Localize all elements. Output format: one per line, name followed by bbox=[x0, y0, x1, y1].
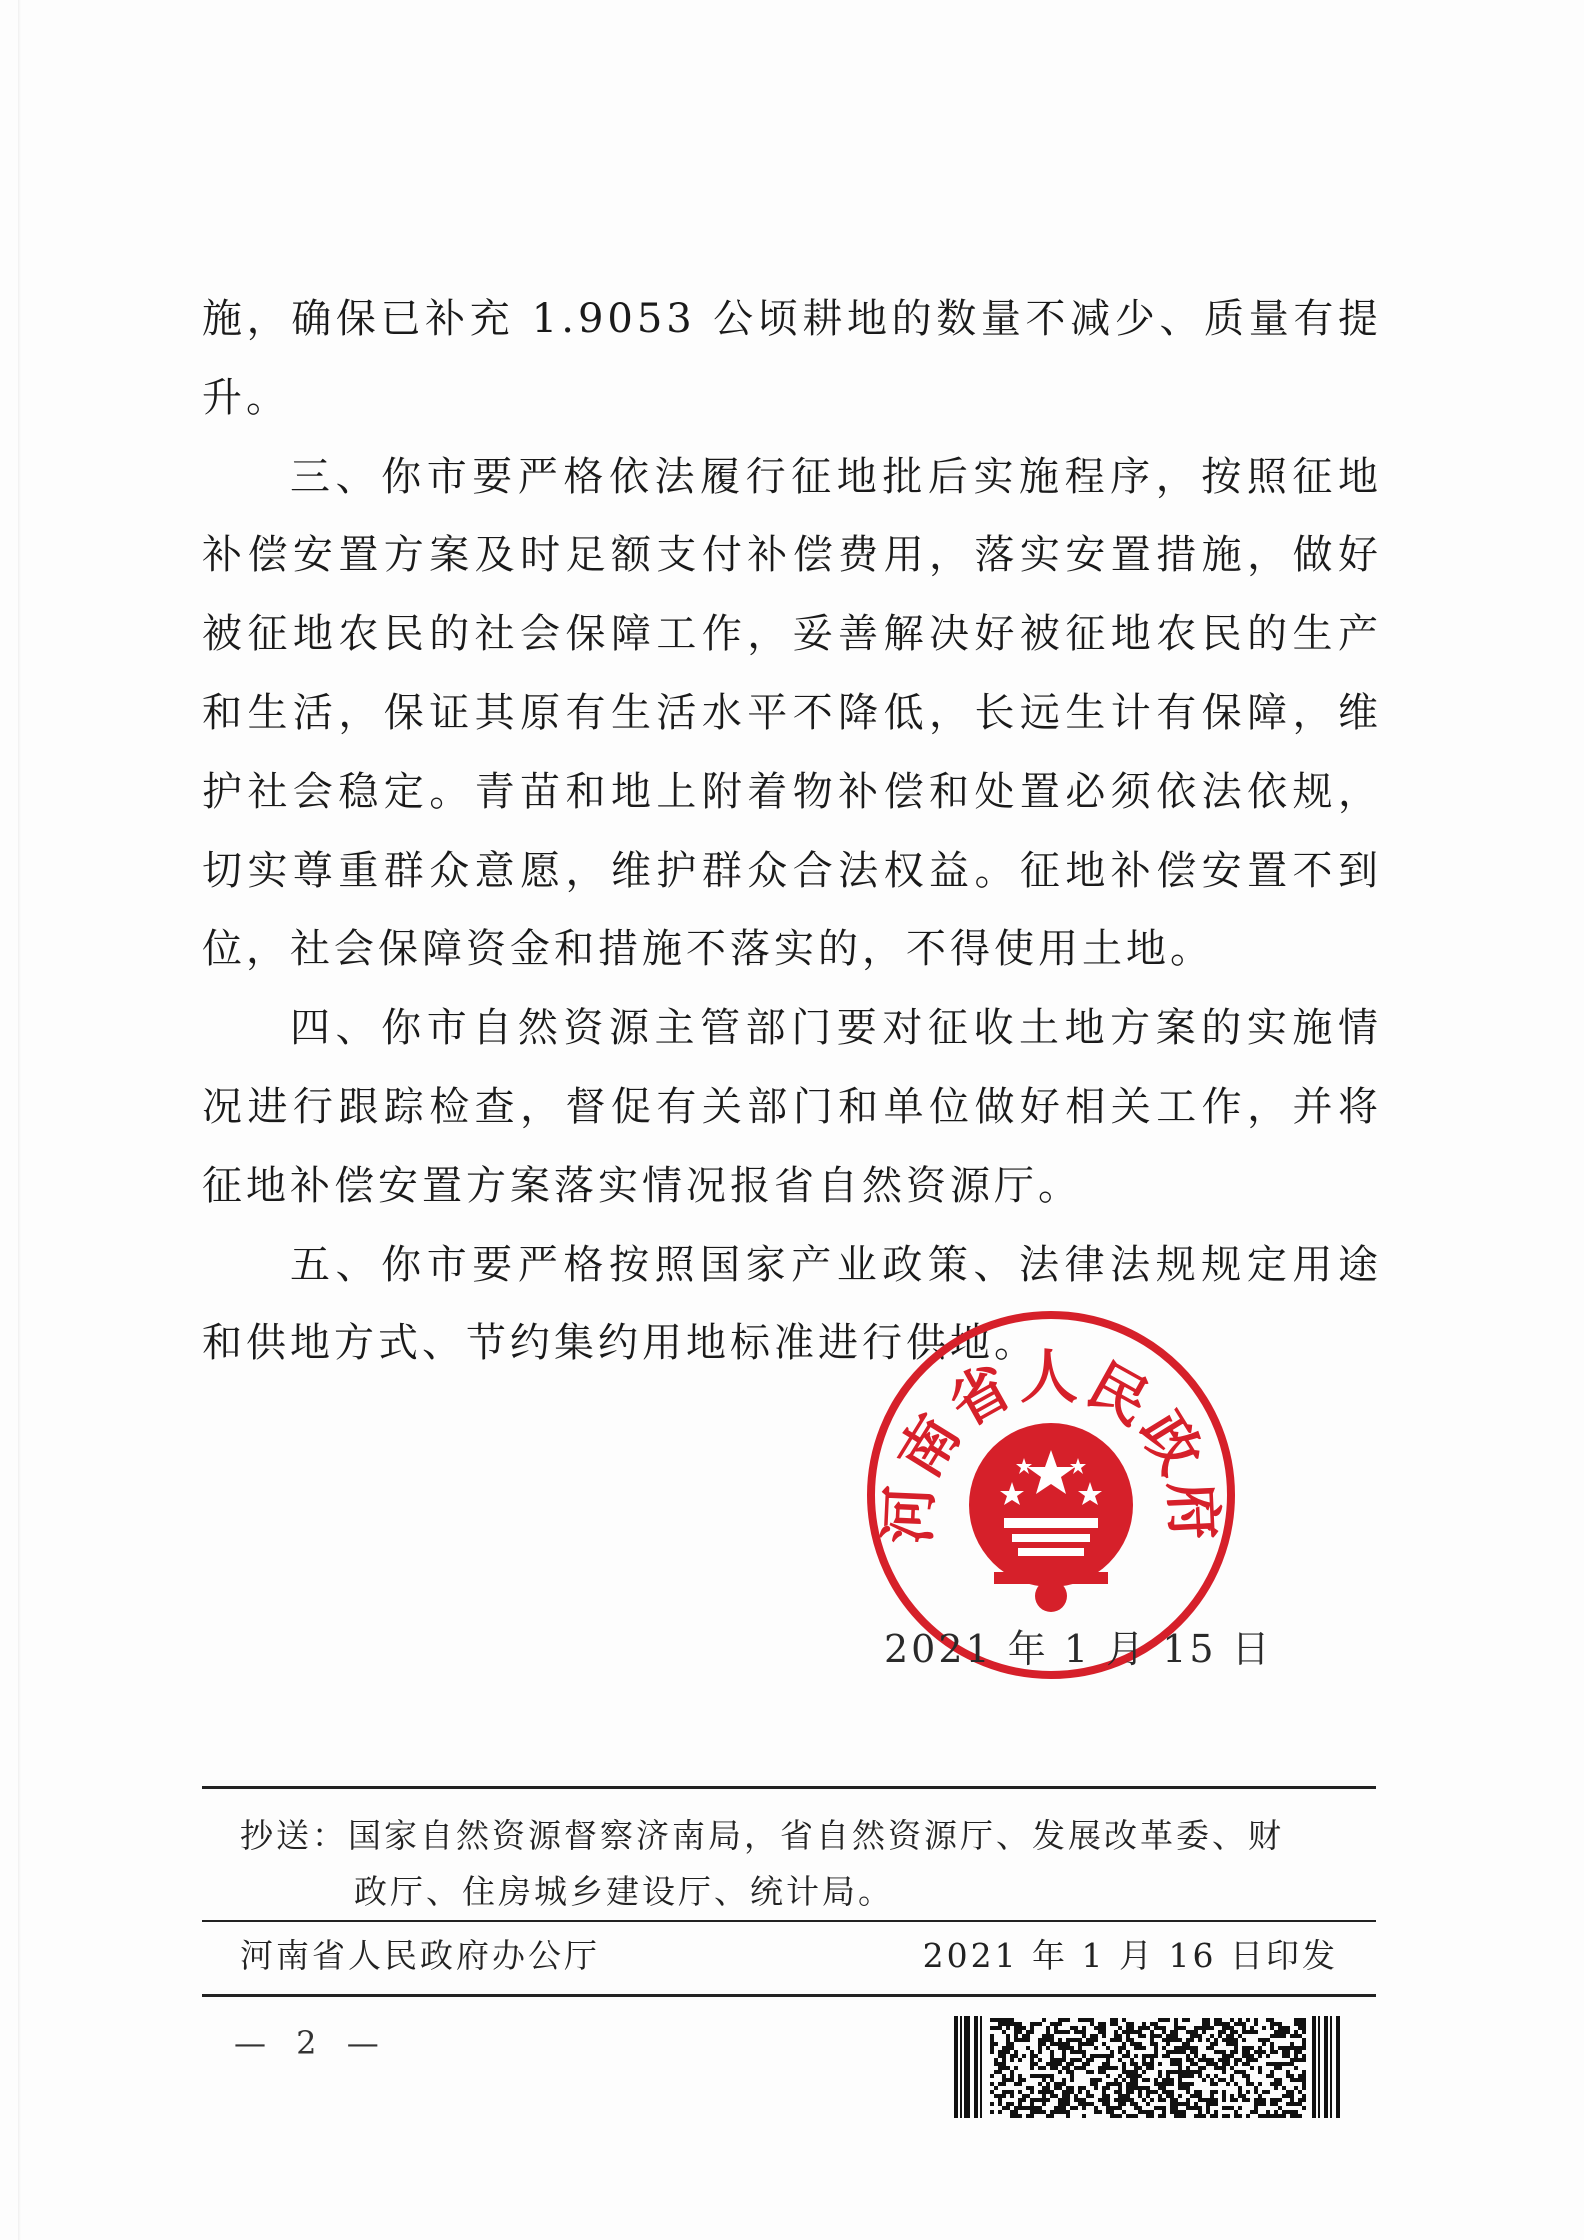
cc-bottom-rule bbox=[202, 1920, 1376, 1922]
issue-date: 2021 年 1 月 16 日印发 bbox=[922, 1936, 1338, 1975]
issuing-office: 河南省人民政府办公厅 bbox=[240, 1936, 600, 1975]
svg-text:河南省人民政府: 河南省人民政府 bbox=[873, 1343, 1229, 1546]
paragraph-item-five: 五、你市要严格按照国家产业政策、法律法规规定用途和供地方式、节约集约用地标准进行供地。 bbox=[202, 1241, 1382, 1367]
page-number: — 2 — bbox=[234, 2024, 389, 2062]
cc-block bbox=[240, 1808, 1350, 1920]
paragraph-item-four: 四、你市自然资源主管部门要对征收土地方案的实施情况进行跟踪检查，督促有关部门和单位做好相关工作，并将征地补偿安置方案落实情况报省自然资源厅。 bbox=[202, 1005, 1382, 1209]
paragraph-item-three: 三、你市要严格依法履行征地批后实施程序，按照征地补偿安置方案及时足额支付补偿费用，落实安置措施，做好被征地农民的社会保障工作，妥善解决好被征地农民的生产和生活，保证其原有生活水平不降低，长远生计有保障，维护社会稳定。青苗和地上附着物补偿和处置必须依法依规，切实尊重群众意愿，维护群众合法权益。征地补偿安置不到位，社会保障资金和措施不落实的，不得使用土地。 bbox=[202, 453, 1382, 973]
paragraph-continuation: 施，确保已补充 1.9053 公顷耕地的数量不减少、质量有提升。 bbox=[202, 296, 1382, 421]
signature-date: 2021 年 1 月 15 日 bbox=[884, 1627, 1273, 1671]
cc-line-2: 政厅、住房城乡建设厅、统计局。 bbox=[354, 1872, 894, 1911]
cc-top-rule bbox=[202, 1786, 1376, 1789]
scan-edge bbox=[18, 0, 21, 2240]
footer-rule bbox=[202, 1994, 1376, 1997]
document-body bbox=[202, 280, 1382, 1383]
cc-line-1: 抄送：国家自然资源督察济南局，省自然资源厅、发展改革委、财 bbox=[240, 1816, 1284, 1855]
barcode-graphic bbox=[954, 2016, 1342, 2118]
